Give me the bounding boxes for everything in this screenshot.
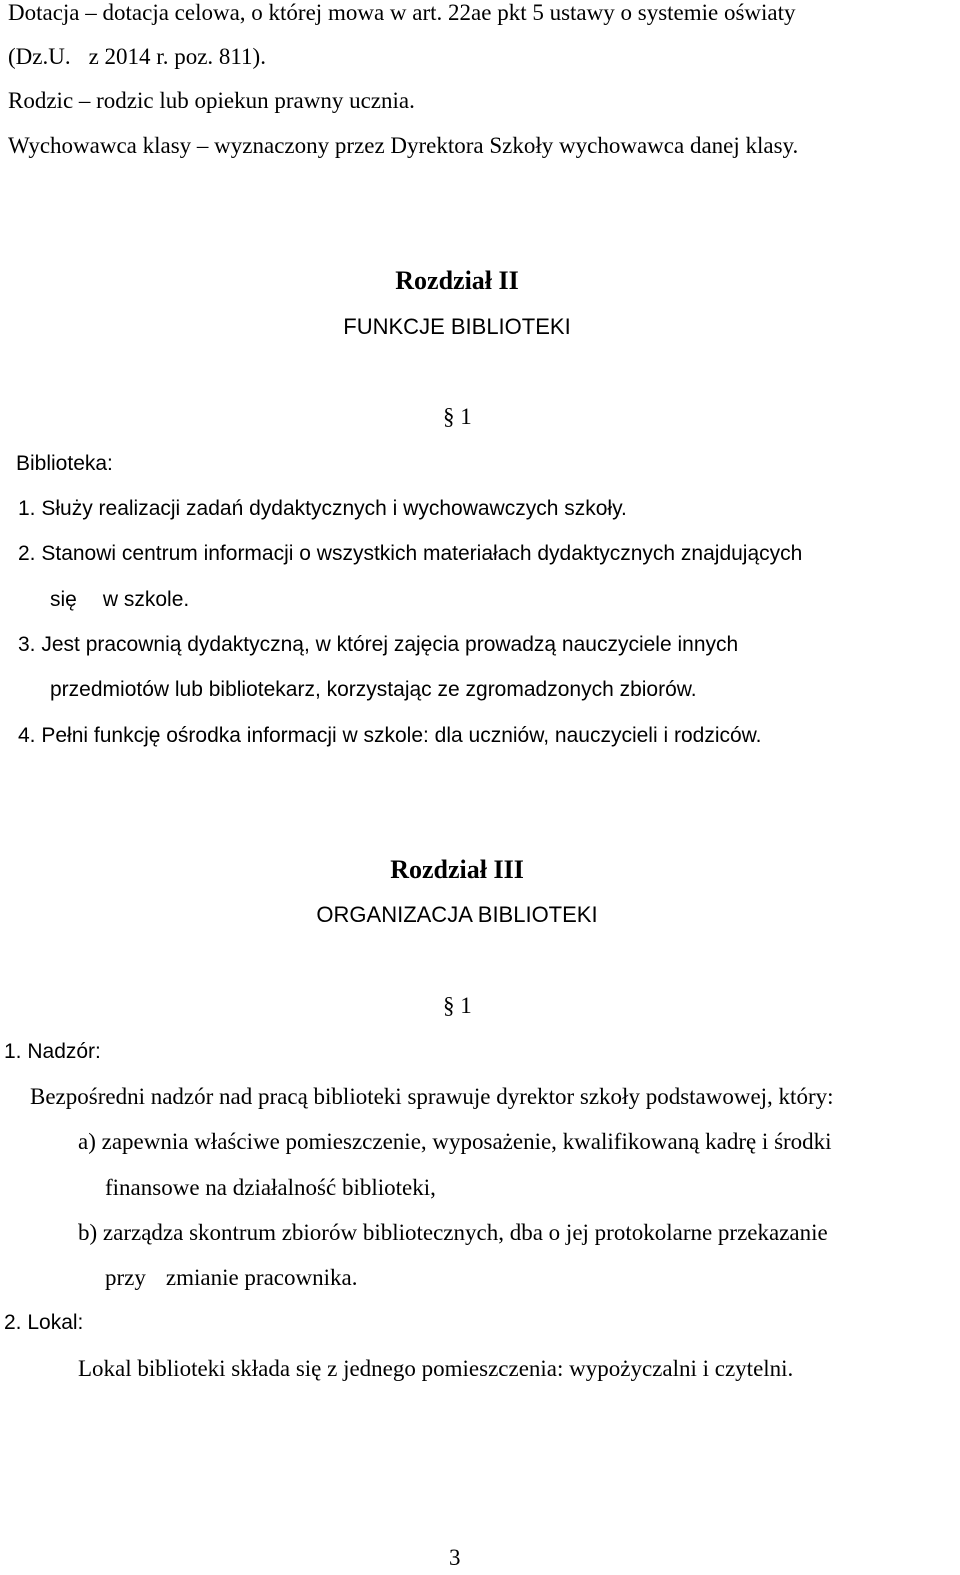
chapter-2-title: FUNKCJE BIBLIOTEKI: [343, 314, 571, 339]
nadzor-label: 1. Nadzór:: [4, 1040, 101, 1063]
nadzor-text: Bezpośredni nadzór nad pracą biblioteki sprawuje dyrektor szkoły podstawowej, który:: [30, 1084, 834, 1109]
definition-rodzic: Rodzic – rodzic lub opiekun prawny ucznia.: [8, 88, 415, 113]
chapter-2-intro: Biblioteka:: [16, 452, 113, 475]
chapter-2-heading: Rozdział II: [395, 266, 519, 295]
definition-dotacja: Dotacja – dotacja celowa, o której mowa w art. 22ae pkt 5 ustawy o systemie oświaty: [8, 0, 796, 25]
chapter-3-paragraph-mark: § 1: [443, 993, 472, 1018]
chapter-2-paragraph-mark: § 1: [443, 404, 472, 429]
lokal-label: 2. Lokal:: [4, 1311, 84, 1334]
chapter-2-item-3: 3. Jest pracownią dydaktyczną, w której zajęcia prowadzą nauczyciele innych: [18, 633, 739, 656]
nadzor-item-b-continued: [105, 1265, 357, 1291]
lokal-text: Lokal biblioteki składa się z jednego pomieszczenia: wypożyczalni i czytelni.: [78, 1356, 794, 1381]
nadzor-item-b-cont-a: przy: [105, 1265, 146, 1290]
chapter-2-item-1: 1. Służy realizacji zadań dydaktycznych i wychowawczych szkoły.: [18, 497, 627, 520]
definition-dotacja-cont-a: (Dz.U.: [8, 44, 71, 69]
nadzor-item-a: a) zapewnia właściwe pomieszczenie, wyposażenie, kwalifikowaną kadrę i środki: [78, 1129, 832, 1154]
definition-dotacja-continued: [8, 44, 266, 70]
definition-wychowawca: Wychowawca klasy – wyznaczony przez Dyrektora Szkoły wychowawca danej klasy.: [8, 133, 799, 158]
chapter-2-item-2-cont-b: w szkole.: [102, 588, 190, 611]
chapter-3-title: ORGANIZACJA BIBLIOTEKI: [316, 902, 598, 927]
chapter-2-item-3-continued: przedmiotów lub bibliotekarz, korzystając ze zgromadzonych zbiorów.: [50, 678, 697, 701]
chapter-2-item-2-continued: [50, 587, 189, 613]
chapter-2-item-2-cont-a: się: [50, 588, 77, 611]
nadzor-item-b-cont-b: zmianie pracownika.: [165, 1265, 358, 1290]
page-number: 3: [449, 1545, 461, 1570]
chapter-2-item-4: 4. Pełni funkcję ośrodka informacji w szkole: dla uczniów, nauczycieli i rodziców.: [18, 724, 762, 747]
nadzor-item-a-continued: finansowe na działalność biblioteki,: [105, 1175, 436, 1200]
chapter-2-item-2: 2. Stanowi centrum informacji o wszystkich materiałach dydaktycznych znajdujących: [18, 542, 803, 565]
definition-dotacja-cont-b: z 2014 r. poz. 811).: [88, 44, 266, 69]
nadzor-item-b: b) zarządza skontrum zbiorów bibliotecznych, dba o jej protokolarne przekazanie: [78, 1220, 828, 1245]
chapter-3-heading: Rozdział III: [390, 855, 524, 884]
